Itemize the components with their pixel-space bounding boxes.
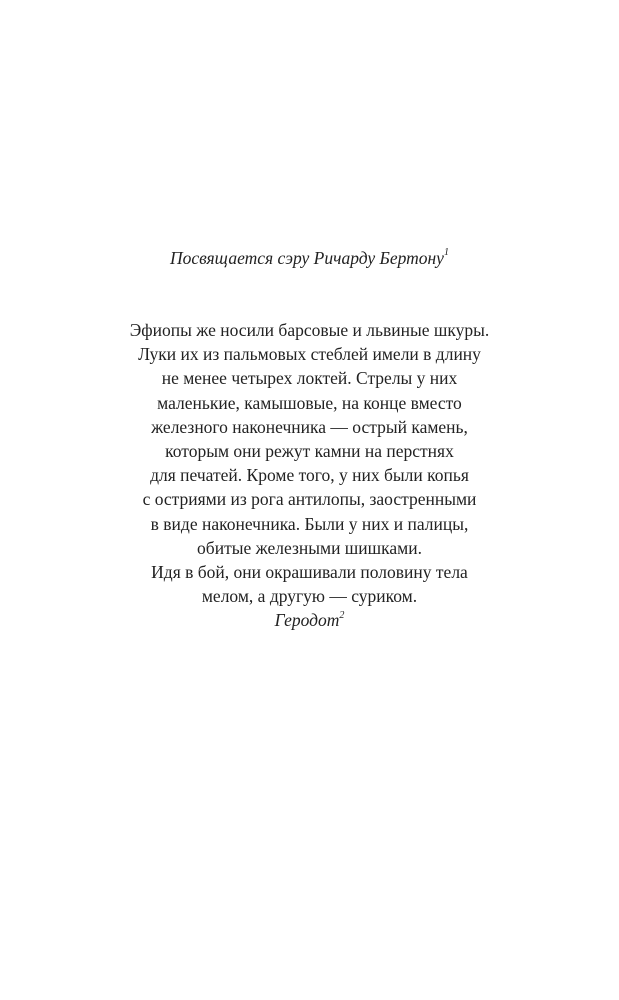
epigraph — [0, 318, 619, 633]
attribution-author: Геродот — [274, 610, 340, 631]
epigraph-line: мелом, а другую — суриком. — [201, 586, 418, 607]
attribution-footnote-marker[interactable]: 2 — [339, 609, 345, 621]
epigraph-line: в виде наконечника. Были у них и палицы, — [150, 513, 469, 534]
epigraph-line: не менее четырех локтей. Стрелы у них — [161, 368, 458, 389]
epigraph-line: обитые железными шишками. — [197, 537, 422, 558]
epigraph-line: Луки их из пальмовых стеблей имели в длину — [138, 344, 481, 365]
epigraph-attribution — [0, 608, 619, 632]
dedication-text: Посвящается сэру Ричарду Бертону — [170, 248, 444, 268]
epigraph-line: железного наконечника — острый камень, — [151, 416, 468, 437]
epigraph-line: Эфиопы же носили барсовые и львиные шкуры. — [129, 320, 490, 340]
dedication-footnote-marker[interactable]: 1 — [443, 247, 449, 259]
epigraph-line: маленькие, камышовые, на конце вместо — [157, 392, 462, 413]
epigraph-line: Идя в бой, они окрашивали половину тела — [151, 562, 468, 583]
epigraph-line: с остриями из рога антилопы, заостренными — [142, 489, 477, 510]
epigraph-line: для печатей. Кроме того, у них были копья — [150, 465, 469, 486]
epigraph-line: которым они режут камни на перстнях — [165, 441, 454, 462]
dedication — [0, 246, 619, 270]
